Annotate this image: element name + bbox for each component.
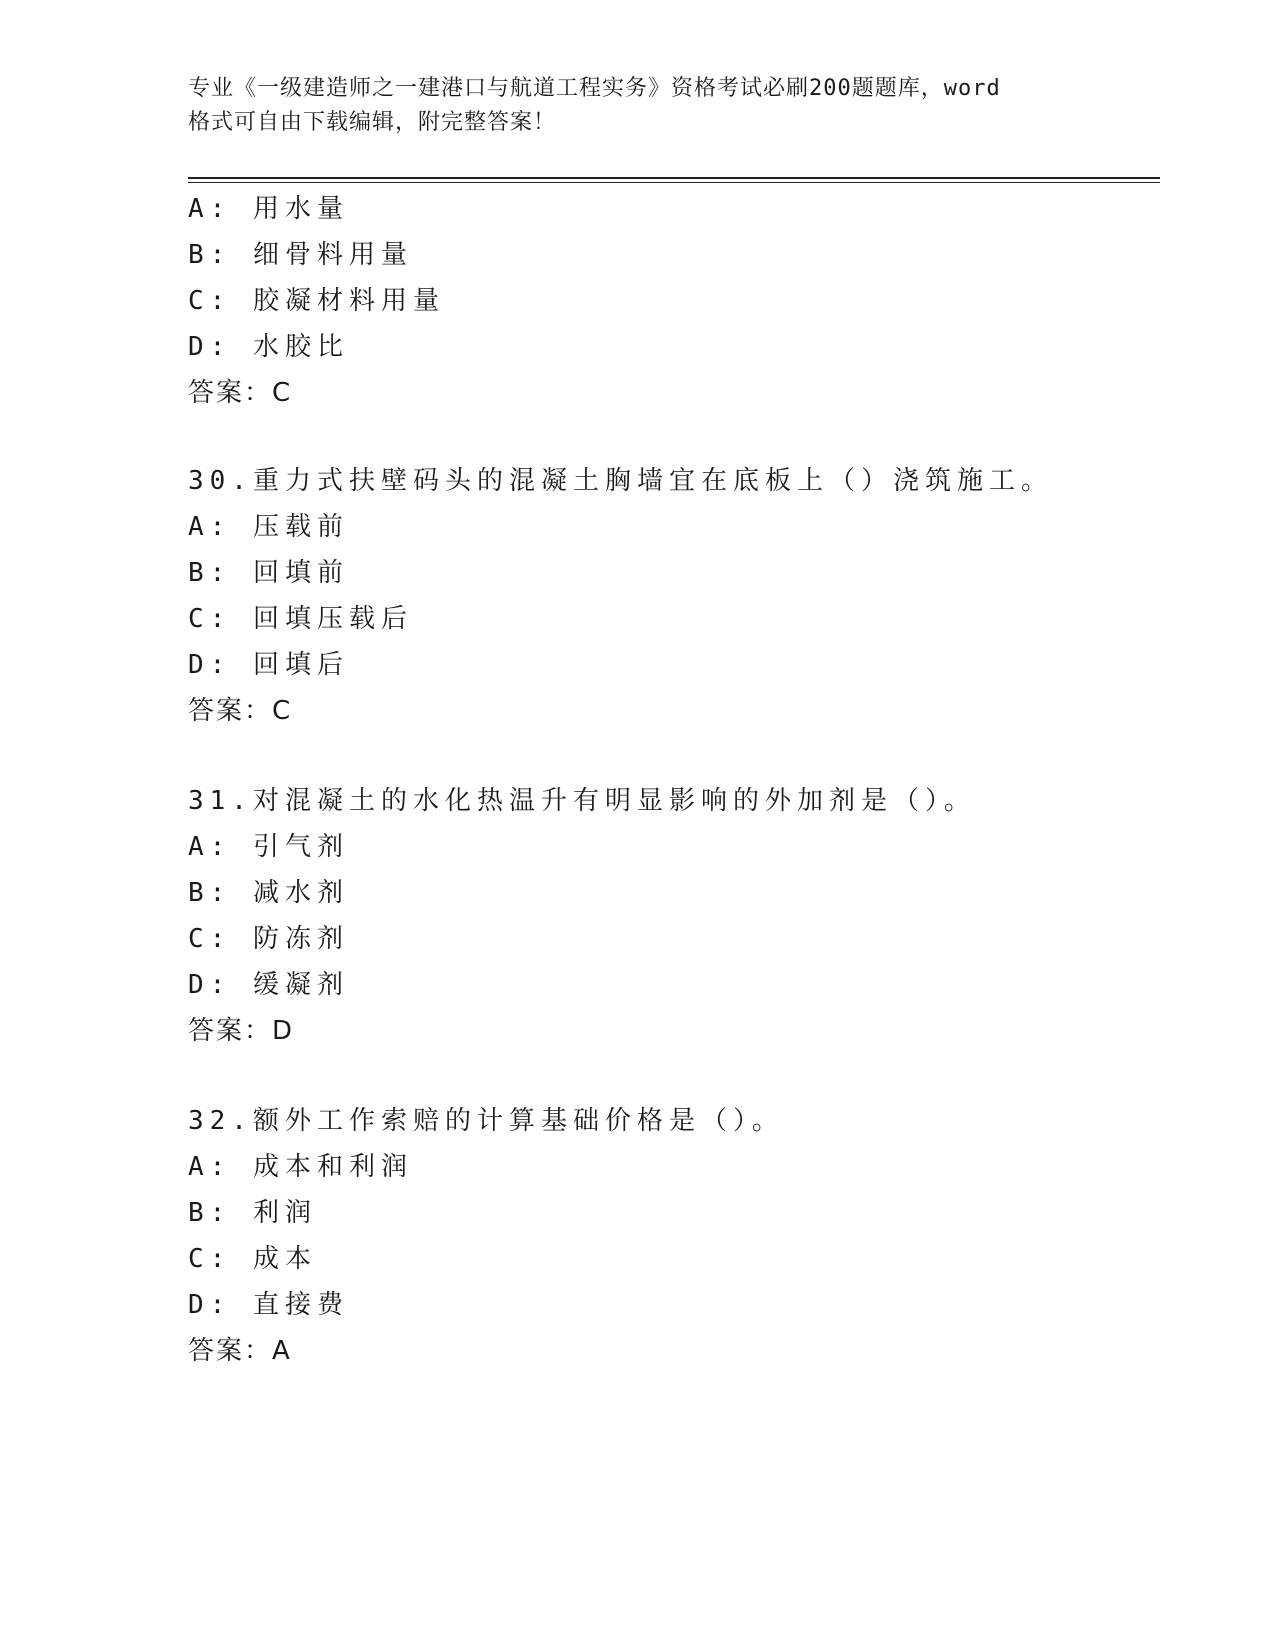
header-title-line-1: 专业《一级建造师之一建港口与航道工程实务》资格考试必刷200题题库，word <box>188 76 1001 101</box>
option-d: D: 缓凝剂 <box>188 970 349 1000</box>
option-b: B: 利润 <box>188 1198 317 1228</box>
option-d: D: 回填后 <box>188 650 349 680</box>
option-b: B: 减水剂 <box>188 878 349 908</box>
option-c: C: 回填压载后 <box>188 604 413 634</box>
answer: 答案：D <box>188 1016 295 1046</box>
header-divider-thin <box>188 182 1160 183</box>
header-title-line-2: 格式可自由下载编辑，附完整答案！ <box>188 110 557 135</box>
option-c: C: 胶凝材料用量 <box>188 286 445 316</box>
option-c: C: 成本 <box>188 1244 317 1274</box>
option-b: B: 细骨料用量 <box>188 240 413 270</box>
answer: 答案：A <box>188 1336 292 1366</box>
question-stem: 32.额外工作索赔的计算基础价格是（）。 <box>188 1106 784 1136</box>
header-divider-thick <box>188 177 1160 179</box>
option-d: D: 直接费 <box>188 1290 349 1320</box>
option-a: A: 压载前 <box>188 512 349 542</box>
option-a: A: 成本和利润 <box>188 1152 413 1182</box>
question-stem: 30.重力式扶壁码头的混凝土胸墙宜在底板上（）浇筑施工。 <box>188 466 1053 496</box>
document-header <box>188 72 1068 140</box>
option-b: B: 回填前 <box>188 558 349 588</box>
option-a: A: 用水量 <box>188 194 349 224</box>
question-stem: 31.对混凝土的水化热温升有明显影响的外加剂是（）。 <box>188 786 976 816</box>
answer: 答案：C <box>188 696 293 726</box>
option-d: D: 水胶比 <box>188 332 349 362</box>
option-a: A: 引气剂 <box>188 832 349 862</box>
option-c: C: 防冻剂 <box>188 924 349 954</box>
answer: 答案：C <box>188 378 293 408</box>
